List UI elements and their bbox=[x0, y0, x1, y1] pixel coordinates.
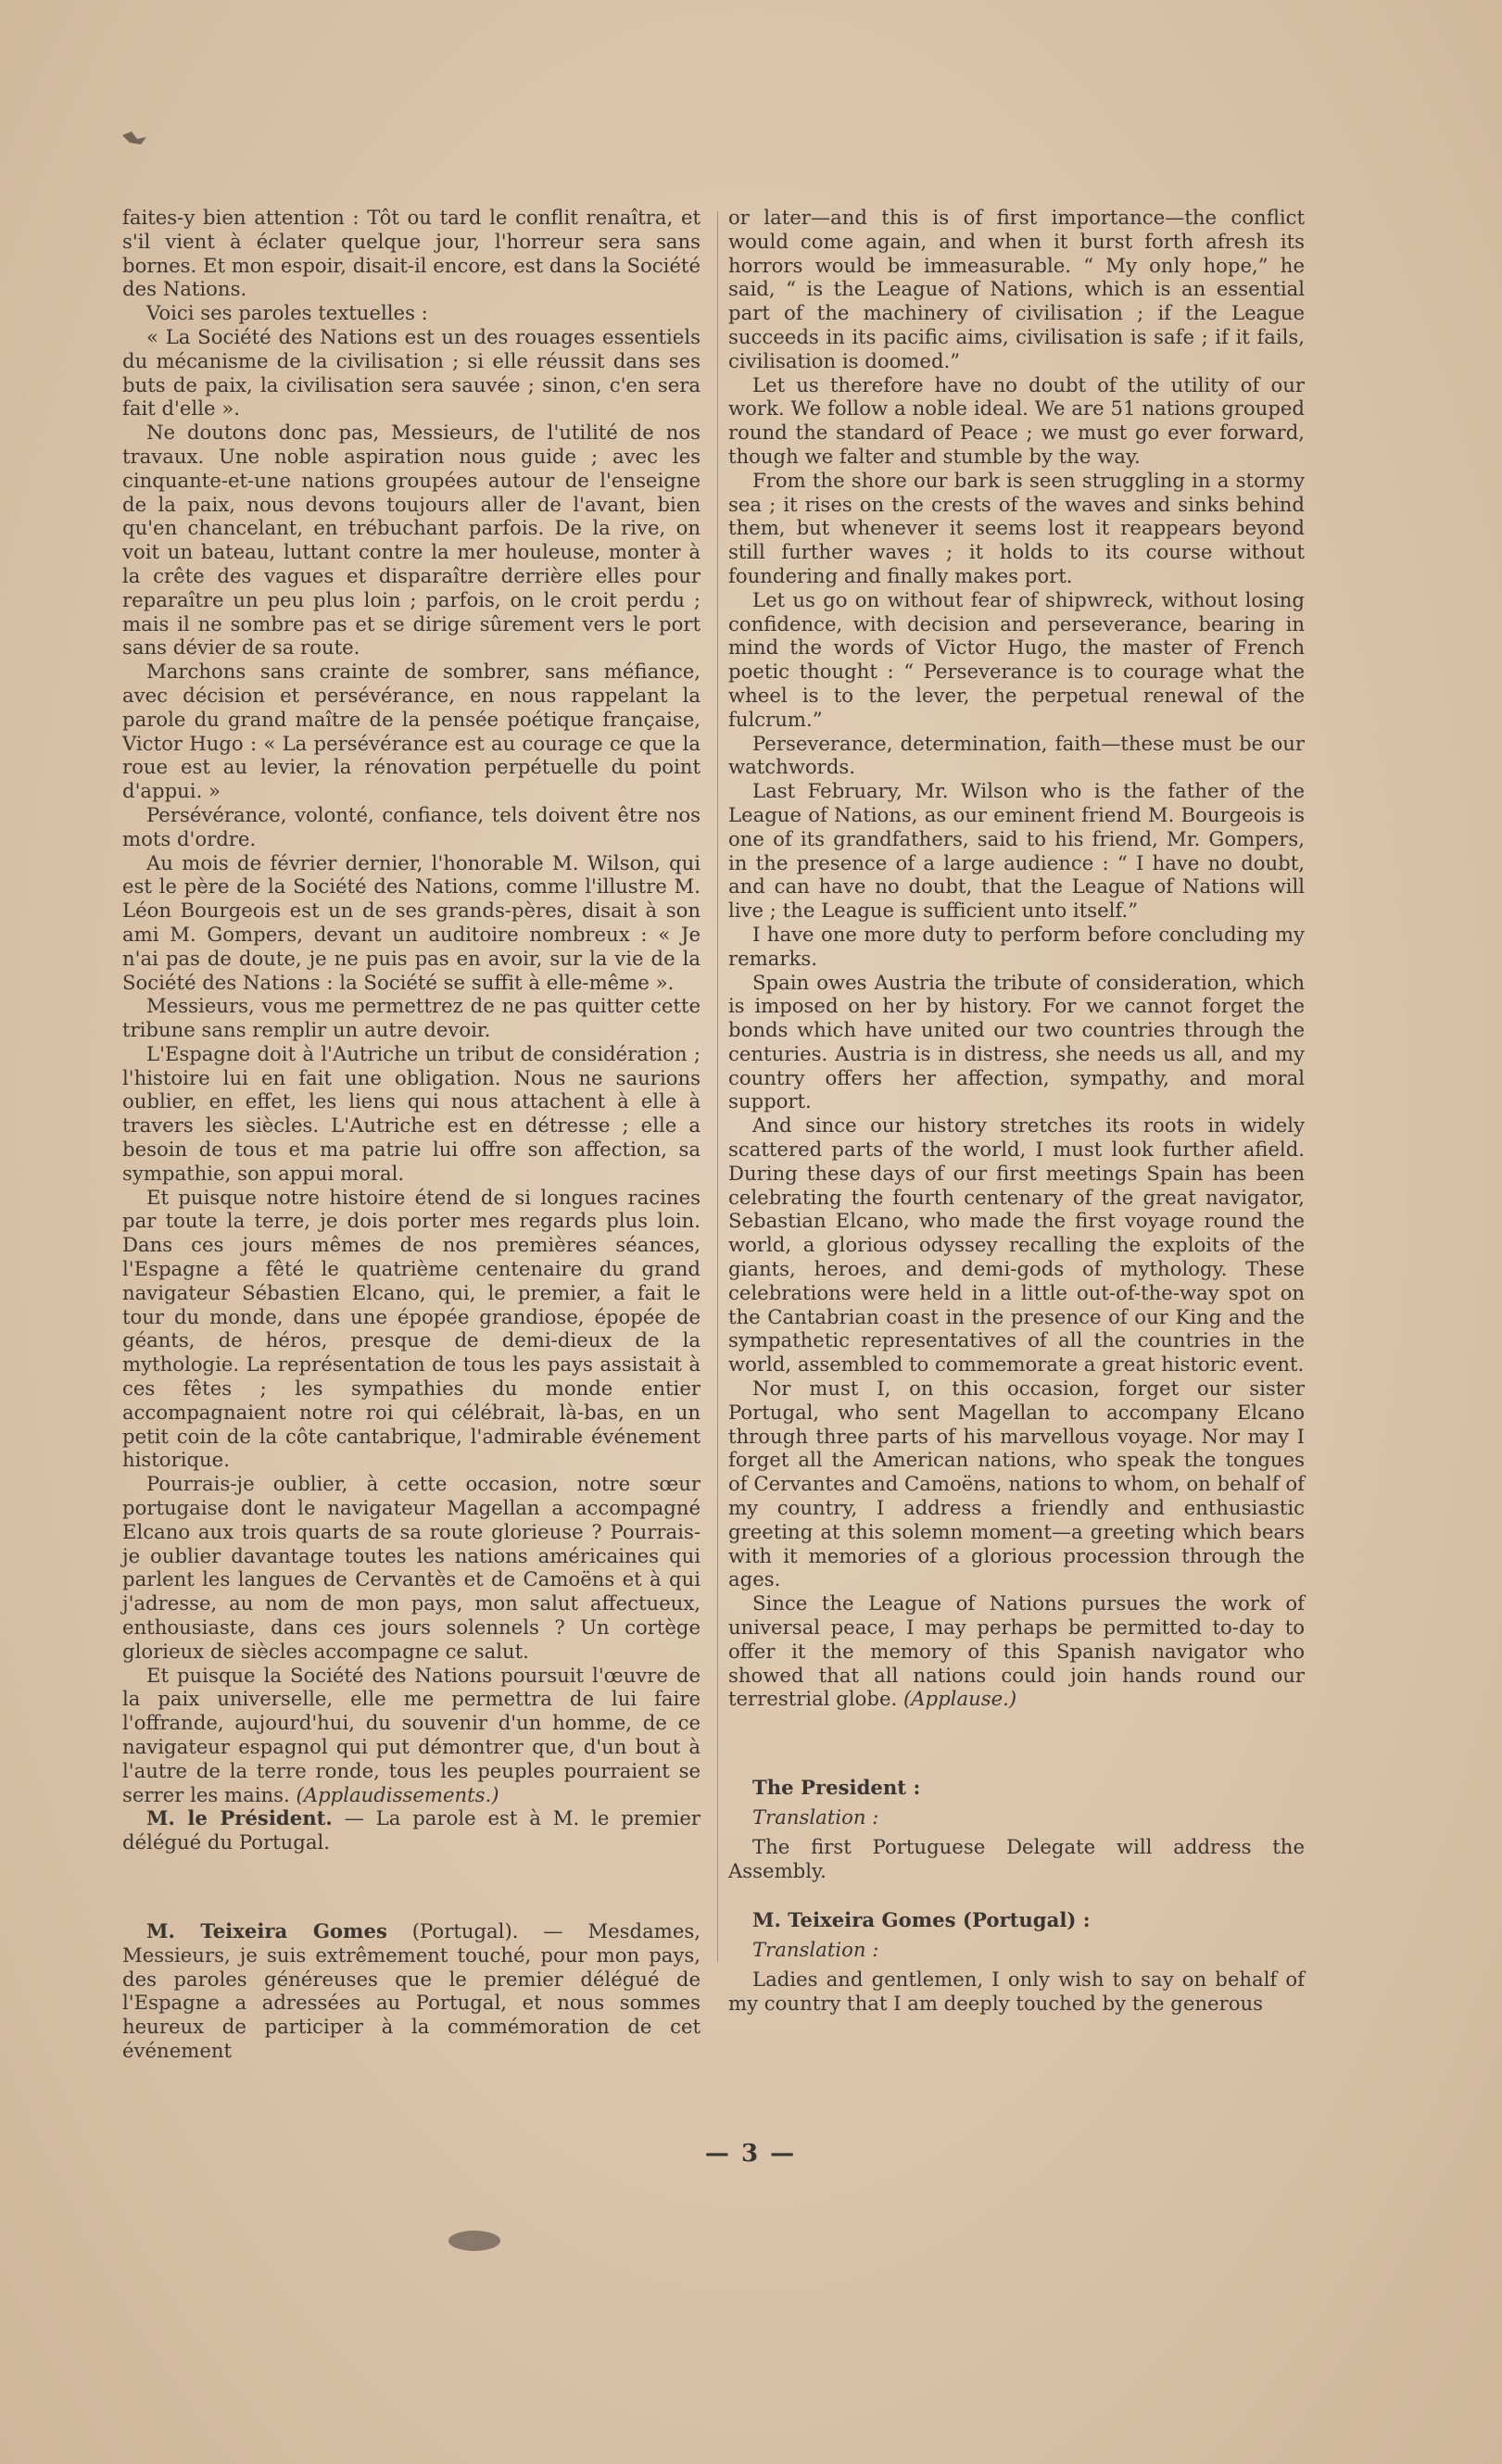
ink-blot-icon bbox=[445, 2227, 504, 2255]
fr-paragraph bbox=[122, 1664, 701, 1807]
column-divider bbox=[717, 211, 718, 1962]
en-paragraph: Nor must I, on this occasion, forget our sister Portugal, who sent Magellan to accompany Elcano through three parts of his marvellous voyage. Nor may I forget all the American nations, who speak the tongues of Cervantes and Camoëns, nations to whom, on behalf of my country, I address a friendly and enthusiastic greeting at this solemn moment—a greeting which bears with it memories of a glorious procession through the ages. bbox=[728, 1377, 1305, 1591]
fr-paragraph: Messieurs, vous me permettrez de ne pas quitter cette tribune sans remplir un autre devoir. bbox=[122, 994, 701, 1042]
fr-paragraph: Marchons sans crainte de sombrer, sans méfiance, avec décision et persévérance, en nous rappelant la parole du grand maître de la pensée poétique française, Victor Hugo : « La persévérance est au courage ce que la roue est au levier, la rénovation perpétuelle du point d'appui. » bbox=[122, 660, 701, 803]
fr-paragraph: Au mois de février dernier, l'honorable M. Wilson, qui est le père de la Société des Nations, comme l'illustre M. Léon Bourgeois est un de ses grands-pères, disait à son ami M. Gompers, devant un auditoire nombreux : « Je n'ai pas de doute, je ne puis pas en avoir, sur la vie de la Société des Nations : la Société se suffit à elle-même ». bbox=[122, 850, 701, 994]
en-president-text: The first Portuguese Delegate will address the Assembly. bbox=[728, 1834, 1305, 1882]
en-teixeira-text: Ladies and gentlemen, I only wish to say on behalf of my country that I am deeply touched by the generous bbox=[728, 1967, 1305, 2015]
fr-paragraph: Et puisque notre histoire étend de si longues racines par toute la terre, je dois porter mes regards plus loin. Dans ces jours mêmes de nos premières séances, l'Espagne a fêté le quatrième centenaire du grand navigateur Sébastien Elcano, qui, le premier, a fait le tour du monde, dans une épopée grandiose, épopée de géants, de héros, presque de demi-dieux de la mythologie. La représentation de tous les pays assistait à ces fêtes ; les sympathies du monde entier accompagnaient notre roi qui célébrait, là-bas, en un petit coin de la côte cantabrique, l'admirable événement historique. bbox=[122, 1185, 701, 1472]
en-paragraph: And since our history stretches its roots in widely scattered parts of the world, I must look further afield. During these days of our first meetings Spain has been celebrating the fourth centenary of the great navigator, Sebastian Elcano, who made the first voyage round the world, a glorious odyssey recalling the exploits of the giants, heroes, and demi-gods of mythology. These celebrations were held in a little out-of-the-way spot on the Cantabrian coast in the presence of our King and the sympathetic representatives of all the countries in the world, assembled to commemorate a great historic event. bbox=[728, 1113, 1305, 1377]
fr-teixeira-country: (Portugal). — bbox=[386, 1918, 588, 1942]
en-paragraph-text: Since the League of Nations pursues the work of universal peace, I may perhaps be permitted to-day to offer it the memory of this Spanish navigator who showed that all nations could join hands round our terrestrial globe. bbox=[728, 1591, 1305, 1711]
fr-paragraph: « La Société des Nations est un des rouages essentiels du mécanisme de la civilisation ; si elle réussit dans ses buts de paix, la civilisation sera sauvée ; sinon, c'en sera fait d'elle ». bbox=[122, 324, 701, 421]
en-teixeira-block bbox=[728, 1908, 1305, 2015]
en-applause: (Applause.) bbox=[902, 1687, 1017, 1711]
fr-paragraph-text: Et puisque la Société des Nations poursuit l'œuvre de la paix universelle, elle me permettra de lui faire l'offrande, aujourd'hui, du souvenir d'un homme, de ce navigateur espagnol qui put démontrer que, d'un bout à l'autre de la terre ronde, tous les peuples pourraient se serrer les mains. bbox=[122, 1663, 701, 1806]
fr-president-text: — La parole est à M. le premier délégué du Portugal. bbox=[122, 1806, 701, 1854]
en-teixeira-speaker: M. Teixeira Gomes (Portugal) : bbox=[752, 1908, 1091, 1932]
fr-paragraph: Voici ses paroles textuelles : bbox=[146, 301, 428, 325]
fr-teixeira-line bbox=[122, 1919, 701, 2063]
en-translation-label: Translation : bbox=[752, 1805, 879, 1829]
fr-president-line bbox=[122, 1806, 701, 1854]
fr-paragraph: Persévérance, volonté, confiance, tels doivent être nos mots d'ordre. bbox=[122, 802, 701, 850]
fr-president-speaker: M. le Président. bbox=[146, 1806, 333, 1830]
en-president-block bbox=[728, 1776, 1305, 1882]
ink-mark-icon bbox=[119, 126, 156, 148]
en-translation-label: Translation : bbox=[752, 1938, 879, 1962]
en-paragraph: Spain owes Austria the tribute of consideration, which is imposed on her by history. For we cannot forget the bonds which have united our two countries through the centuries. Austria is in distress, she needs us all, and my country offers her affection, sympathy, and moral support. bbox=[728, 970, 1305, 1113]
french-column bbox=[122, 206, 701, 2063]
en-paragraph: Perseverance, determination, faith—these must be our watchwords. bbox=[728, 731, 1305, 779]
fr-teixeira-speaker: M. Teixeira Gomes bbox=[146, 1918, 387, 1942]
fr-paragraph: L'Espagne doit à l'Autriche un tribut de considération ; l'histoire lui en fait une obligation. Nous ne saurions oublier, en effet, les liens qui nous attachent à elle à travers les siècles. L'Autriche est en détresse ; elle a besoin de tous et ma patrie lui offre son affection, sa sympathie, son appui moral. bbox=[122, 1041, 701, 1185]
en-paragraph: Let us go on without fear of shipwreck, without losing confidence, with decision and perseverance, bearing in mind the words of Victor Hugo, the master of French poetic thought : “ Perseverance is to courage what the wheel is to the lever, the perpetual renewal of the fulcrum.” bbox=[728, 587, 1305, 731]
en-paragraph: Last February, Mr. Wilson who is the father of the League of Nations, as our eminent friend M. Bourgeois is one of its grandfathers, said to his friend, Mr. Gompers, in the presence of a large audience : “ I have no doubt, and can have no doubt, that the League of Nations will live ; the League is sufficient unto itself.” bbox=[728, 779, 1305, 923]
en-president-speaker: The President : bbox=[752, 1776, 921, 1800]
en-paragraph: or later—and this is of first importance—the conflict would come again, and when it burst forth afresh its horrors would be immeasurable. “ My only hope,” he said, “ is the League of Nations, which is an essential part of the machinery of civilisation ; if the League succeeds in its pacific aims, civilisation is safe ; if it fails, civilisation is doomed.” bbox=[728, 206, 1305, 372]
fr-teixeira-text: Mesdames, Messieurs, je suis extrêmement touché, pour mon pays, des paroles généreuses que le premier délégué de l'Espagne a adressées au Portugal, et nous sommes heureux de participer à la commémoration de cet événement bbox=[122, 1918, 701, 2062]
fr-paragraph: Ne doutons donc pas, Messieurs, de l'utilité de nos travaux. Une noble aspiration nous guide ; avec les cinquante-et-une nations groupées autour de l'enseigne de la paix, nous devons toujours aller de l'avant, bien qu'en chancelant, en trébuchant parfois. De la rive, on voit un bateau, luttant contre la mer houleuse, monter à la crête des vagues et disparaître derrière elles pour reparaître un peu plus loin ; parfois, on le croit perdu ; mais il ne sombre pas et se dirige sûrement vers le port sans dévier de sa route. bbox=[122, 421, 701, 660]
english-column bbox=[728, 206, 1305, 2016]
page-number: — 3 — bbox=[704, 2140, 797, 2168]
fr-paragraph: faites-y bien attention : Tôt ou tard le conflit renaîtra, et s'il vient à éclater quelque jour, l'horreur sera sans bornes. Et mon espoir, disait-il encore, est dans la Société des Nations. bbox=[122, 206, 701, 301]
fr-applause: (Applaudissements.) bbox=[296, 1782, 499, 1806]
en-paragraph bbox=[728, 1591, 1305, 1711]
en-paragraph: I have one more duty to perform before concluding my remarks. bbox=[728, 922, 1305, 970]
fr-paragraph: Pourrais-je oublier, à cette occasion, notre sœur portugaise dont le navigateur Magellan a accompagné Elcano aux trois quarts de sa route glorieuse ? Pourrais-je oublier davantage toutes les nations américaines qui parlent les langues de Cervantès et de Camoëns et à qui j'adresse, au nom de mon pays, mon salut affectueux, enthousiaste, dans ces jours solennels ? Un cortège glorieux de siècles accompagne ce salut. bbox=[122, 1472, 701, 1663]
en-paragraph: From the shore our bark is seen struggling in a stormy sea ; it rises on the crests of the waves and sinks behind them, but whenever it seems lost it reappears beyond still further waves ; it holds to its course without foundering and finally makes port. bbox=[728, 468, 1305, 587]
en-paragraph: Let us therefore have no doubt of the utility of our work. We follow a noble ideal. We are 51 nations grouped round the standard of Peace ; we must go ever forward, though we falter and stumble by the way. bbox=[728, 372, 1305, 468]
